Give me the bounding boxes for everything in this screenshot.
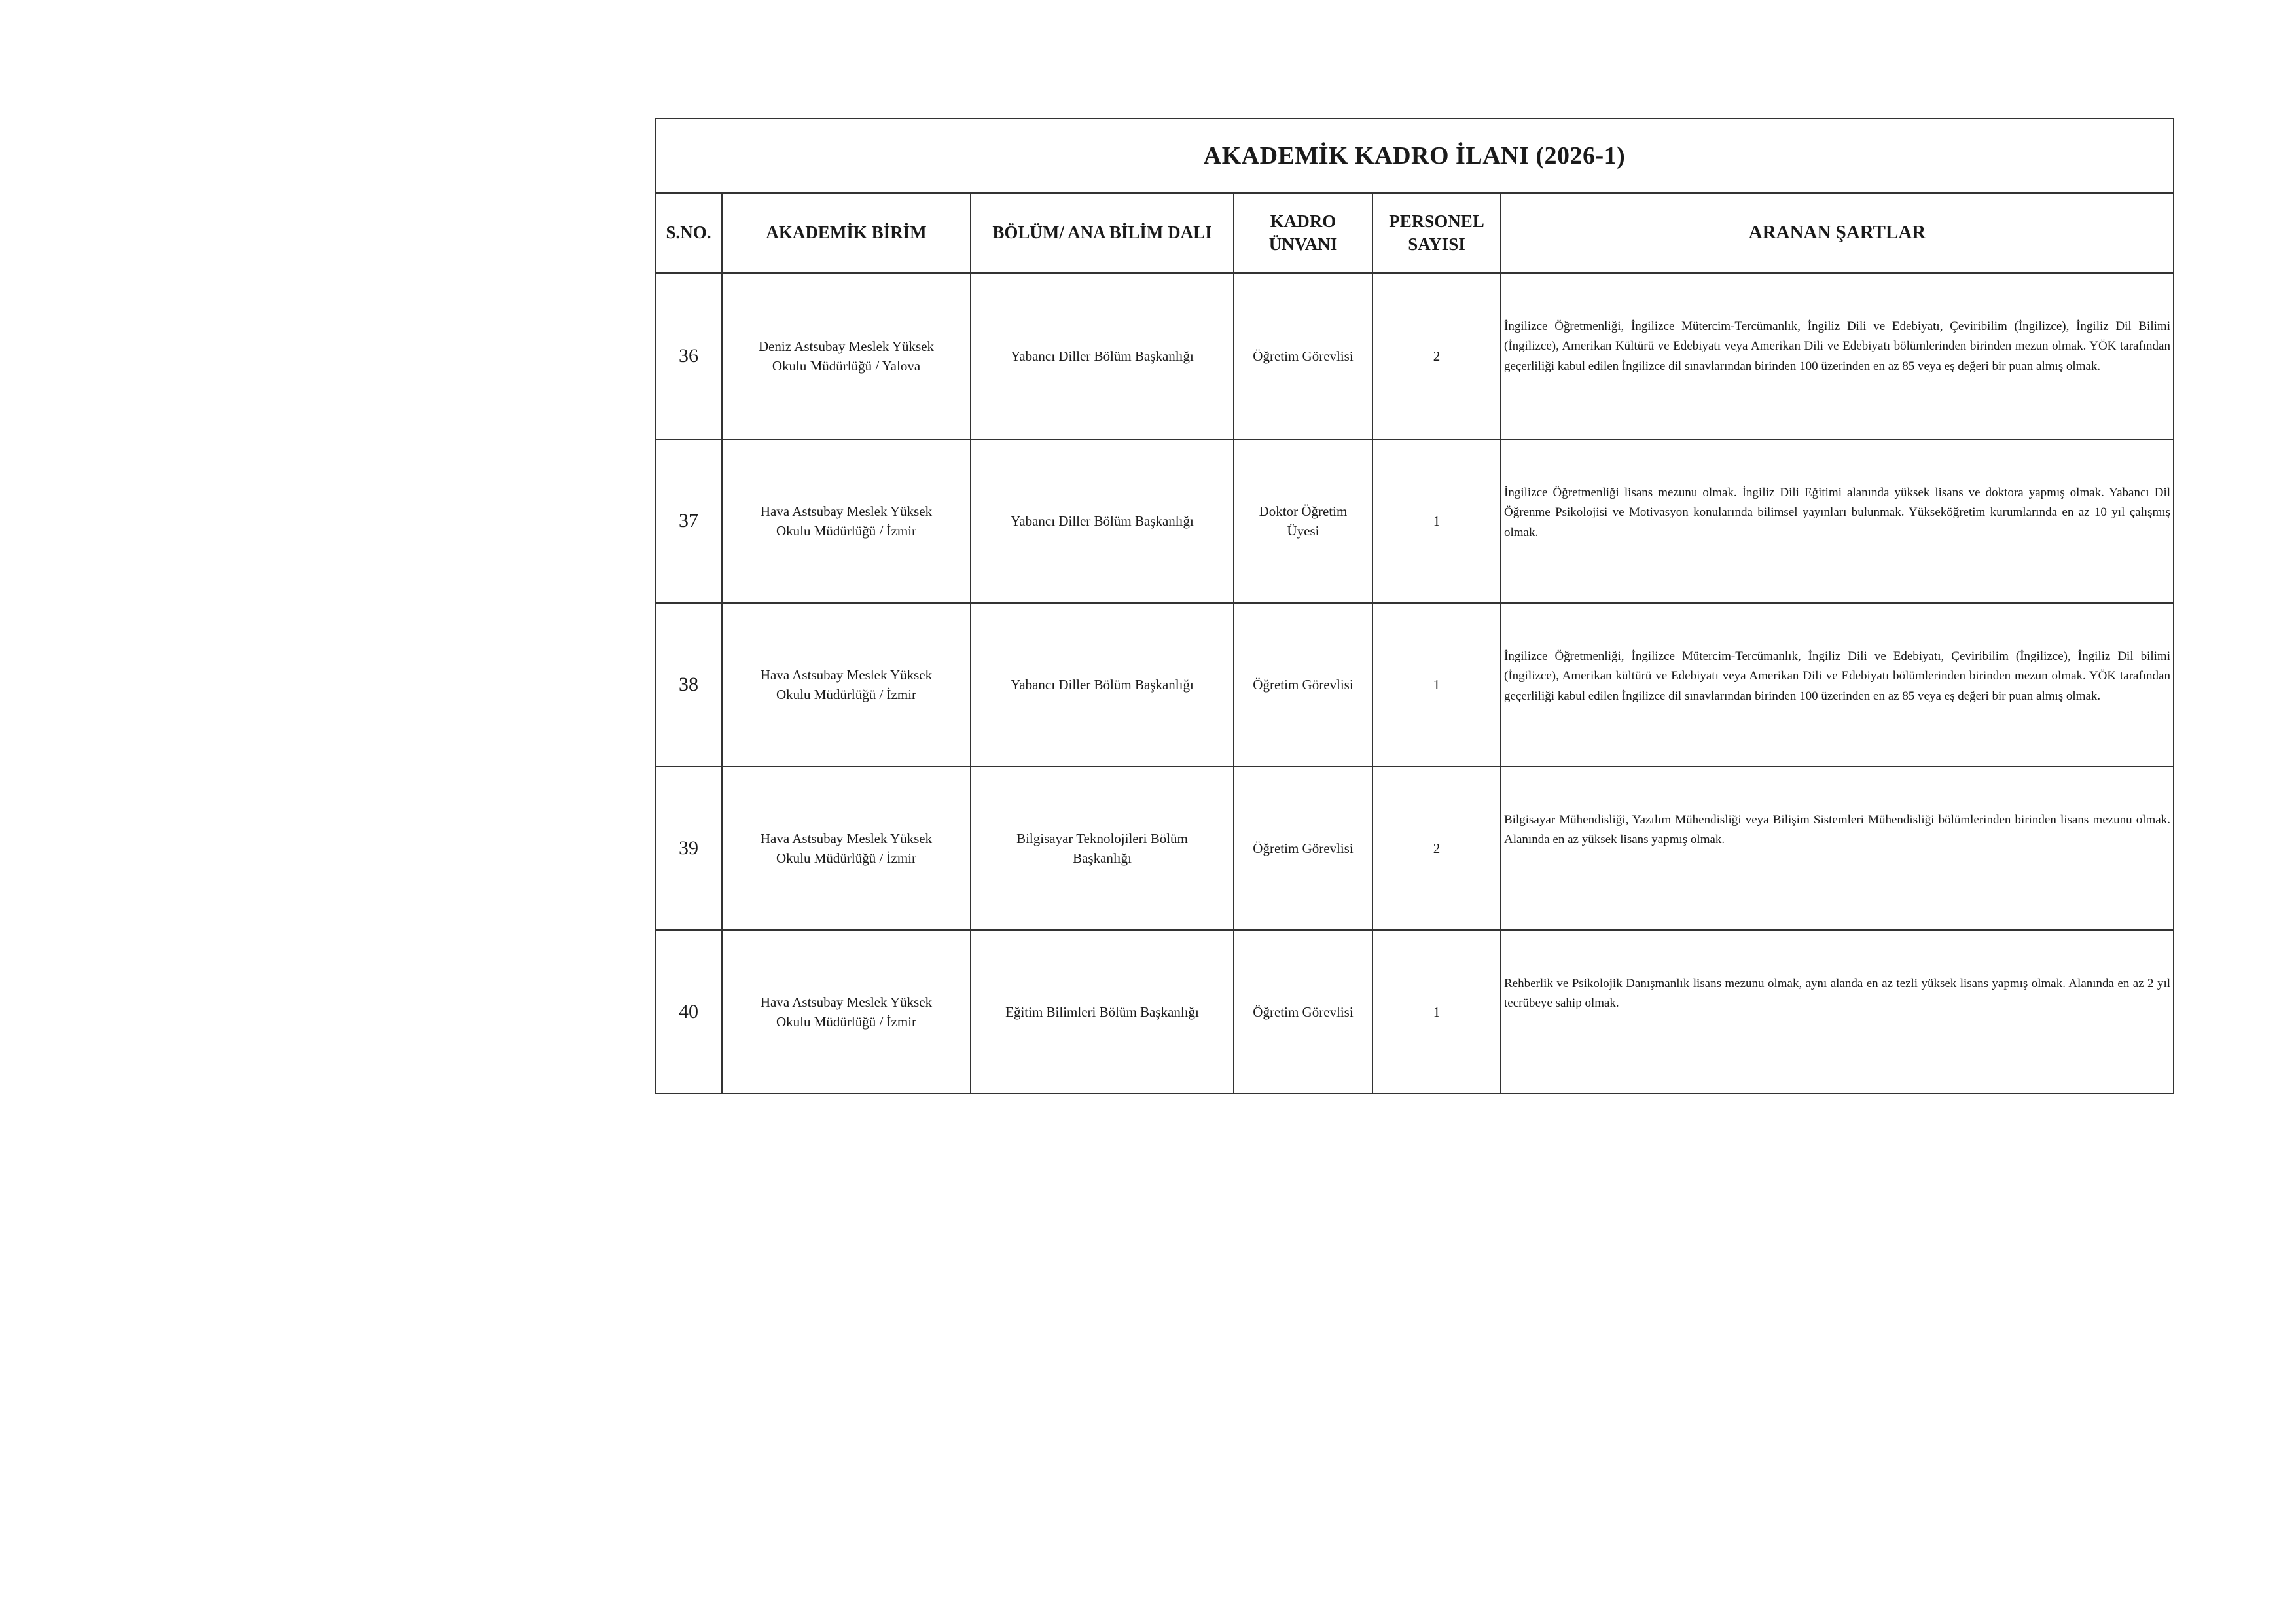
personnel-count: 2 (1372, 273, 1501, 439)
unit-line1: Hava Astsubay Meslek Yüksek (760, 994, 933, 1010)
dept-line1: Eğitim Bilimleri Bölüm Başkanlığı (1005, 1003, 1199, 1020)
position-title (1234, 603, 1372, 767)
requirements-cell (1501, 439, 2174, 603)
title-line1: Öğretim Görevlisi (1253, 1003, 1354, 1020)
document-title: AKADEMİK KADRO İLANI (2026-1) (655, 118, 2174, 193)
department (971, 767, 1234, 930)
announcement-table (655, 118, 2174, 1094)
position-title (1234, 767, 1372, 930)
header-count (1372, 193, 1501, 273)
row-number: 37 (655, 439, 722, 603)
row-number: 38 (655, 603, 722, 767)
academic-unit (722, 439, 971, 603)
requirements-text: Bilgisayar Mühendisliği, Yazılım Mühendisliği veya Bilişim Sistemleri Mühendisliği bölümlerinden birinden lisans mezunu olmak. Alanında en az yüksek lisans yapmış olmak. (1504, 813, 2170, 847)
title-line1: Öğretim Görevlisi (1253, 840, 1354, 856)
requirements-cell (1501, 767, 2174, 930)
header-no: S.NO. (655, 193, 722, 273)
requirements-text: İngilizce Öğretmenliği lisans mezunu olmak. İngiliz Dili Eğitimi alanında yüksek lisans ve doktora yapmış olmak. Yabancı Dil Öğrenme Psikolojisi ve Motivasyon konularında bilimsel yayınları bulunmak. Yükseköğretim kurumlarında en az 10 yıl çalışmış olmak. (1504, 486, 2170, 539)
requirements-text: İngilizce Öğretmenliği, İngilizce Mütercim-Tercümanlık, İngiliz Dili ve Edebiyatı, Çeviribilim (İngilizce), İngiliz Dil Bilimi (İngilizce), Amerikan Kültürü ve Edebiyatı veya Amerikan Dili ve Edebiyatı bölümlerinden birinden mezun olmak. YÖK tarafından geçerliliği kabul edilen İngilizce dil sınavlarından birinden 100 üzerinden en az 85 veya eş değeri bir puan almış olmak. (1504, 319, 2170, 373)
table-row (655, 767, 2174, 930)
header-requirements: ARANAN ŞARTLAR (1501, 193, 2174, 273)
row-number: 36 (655, 273, 722, 439)
dept-line1: Yabancı Diller Bölüm Başkanlığı (1011, 513, 1194, 529)
unit-line2: Okulu Müdürlüğü / Yalova (772, 358, 921, 374)
table-row (655, 439, 2174, 603)
unit-line1: Deniz Astsubay Meslek Yüksek (758, 338, 935, 354)
unit-line2: Okulu Müdürlüğü / İzmir (776, 1014, 917, 1030)
unit-line1: Hava Astsubay Meslek Yüksek (760, 666, 933, 683)
title-line2: Üyesi (1287, 523, 1319, 539)
header-count-line1: PERSONEL (1389, 211, 1484, 231)
table-row (655, 603, 2174, 767)
position-title (1234, 930, 1372, 1094)
title-line1: Öğretim Görevlisi (1253, 348, 1354, 364)
table-row (655, 273, 2174, 439)
department (971, 273, 1234, 439)
title-line1: Doktor Öğretim (1259, 503, 1348, 519)
row-number: 40 (655, 930, 722, 1094)
header-unit: AKADEMİK BİRİM (722, 193, 971, 273)
department (971, 603, 1234, 767)
header-row (655, 193, 2174, 273)
unit-line2: Okulu Müdürlüğü / İzmir (776, 523, 917, 539)
header-title-line2: ÜNVANI (1268, 234, 1338, 254)
dept-line2: Başkanlığı (1073, 850, 1132, 866)
header-count-line2: SAYISI (1408, 234, 1465, 254)
department (971, 930, 1234, 1094)
academic-unit (722, 767, 971, 930)
requirements-text: Rehberlik ve Psikolojik Danışmanlık lisans mezunu olmak, aynı alanda en az tezli yüksek lisans yapmış olmak. Alanında en az 2 yıl tecrübeye sahip olmak. (1504, 977, 2170, 1011)
title-line1: Öğretim Görevlisi (1253, 676, 1354, 693)
department (971, 439, 1234, 603)
row-number: 39 (655, 767, 722, 930)
unit-line2: Okulu Müdürlüğü / İzmir (776, 687, 917, 702)
academic-unit (722, 930, 971, 1094)
header-title (1234, 193, 1372, 273)
requirements-cell (1501, 930, 2174, 1094)
announcement-sheet (655, 118, 2173, 1094)
header-title-line1: KADRO (1270, 211, 1336, 231)
personnel-count: 1 (1372, 603, 1501, 767)
requirements-text: İngilizce Öğretmenliği, İngilizce Mütercim-Tercümanlık, İngiliz Dili ve Edebiyatı, Çeviribilim (İngilizce), İngiliz Dil bilimi (İngilizce), Amerikan kültürü ve Edebiyatı veya Amerikan Dili ve Edebiyatı bölümlerinden birinden mezun olmak. YÖK tarafından geçerliliği kabul edilen İngilizce dil sınavlarından birinden 100 üzerinden en az 85 veya eş değeri bir puan almış olmak. (1504, 649, 2170, 703)
personnel-count: 1 (1372, 930, 1501, 1094)
dept-line1: Yabancı Diller Bölüm Başkanlığı (1011, 676, 1194, 693)
personnel-count: 1 (1372, 439, 1501, 603)
dept-line1: Bilgisayar Teknolojileri Bölüm (1016, 830, 1188, 846)
unit-line1: Hava Astsubay Meslek Yüksek (760, 830, 933, 846)
dept-line1: Yabancı Diller Bölüm Başkanlığı (1011, 348, 1194, 364)
personnel-count: 2 (1372, 767, 1501, 930)
position-title (1234, 439, 1372, 603)
unit-line1: Hava Astsubay Meslek Yüksek (760, 503, 933, 519)
table-row (655, 930, 2174, 1094)
requirements-cell (1501, 273, 2174, 439)
unit-line2: Okulu Müdürlüğü / İzmir (776, 850, 917, 866)
academic-unit (722, 273, 971, 439)
requirements-cell (1501, 603, 2174, 767)
header-dept: BÖLÜM/ ANA BİLİM DALI (971, 193, 1234, 273)
position-title (1234, 273, 1372, 439)
academic-unit (722, 603, 971, 767)
